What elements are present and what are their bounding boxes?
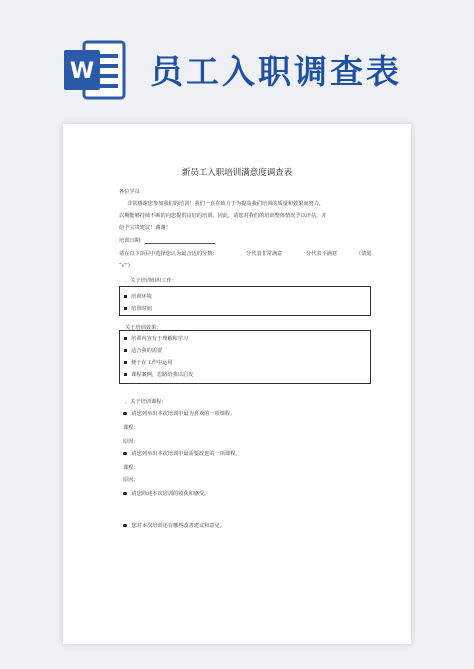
list-item[interactable]: 便于在工作中运用 xyxy=(124,359,173,366)
question-1: 请您列举出本次培训中最为喜欢的一项课程。 xyxy=(123,410,235,417)
question-4: 您对本次培训还有哪些改善建议和意见。 xyxy=(123,522,225,529)
checkbox-icon xyxy=(124,373,127,376)
bullet-icon xyxy=(123,452,127,456)
list-item[interactable]: 培训内容有于理解和学习 xyxy=(124,335,188,342)
reason-label-2: 原因： xyxy=(123,477,139,483)
greeting: 各位学员 xyxy=(119,189,140,195)
scale-b: 分代表不满意 xyxy=(306,251,338,257)
document-title: 新员工入职培训满意度调查表 xyxy=(181,168,293,178)
list-item[interactable]: 适合我的需要 xyxy=(124,347,162,354)
checkbox-icon xyxy=(124,295,127,298)
question-2: 请您列举出本次培训中最需要改进的一项课程。 xyxy=(123,450,240,457)
training-date-line xyxy=(145,238,215,244)
training-date-field[interactable] xyxy=(119,237,215,244)
reason-label-1: 原因： xyxy=(123,439,139,445)
document-page xyxy=(63,124,411,644)
word-icon xyxy=(62,40,126,100)
list-item[interactable]: 课程案例，思路给我以启发 xyxy=(124,371,193,378)
svg-text:W: W xyxy=(69,59,95,84)
section1-box xyxy=(119,286,371,316)
checkbox-icon xyxy=(124,349,127,352)
section3-title: 、关于培训课程： xyxy=(125,399,167,405)
scale-c: （请划 xyxy=(356,251,372,257)
intro-line-1: 非常感谢您参加我们的培训！我们一直在致力于为提高我们培训的质量和效果而努力， xyxy=(127,201,325,207)
course-label-1: 课程： xyxy=(123,425,139,431)
question-3: 请您简述本次培训的收获和感受。 xyxy=(123,490,209,497)
instruction: 请在以下项目中选择您认为最合适的分数： xyxy=(119,251,218,257)
bullet-icon xyxy=(123,524,127,528)
checkbox-icon xyxy=(124,337,127,340)
checkbox-icon xyxy=(124,361,127,364)
section1-title: 、关于培训组织工作： xyxy=(125,278,177,284)
checkbox-icon xyxy=(124,307,127,310)
section2-title: 关于培训效果： xyxy=(125,325,162,331)
bullet-icon xyxy=(123,412,127,416)
intro-line-3: 给予宝贵建议！谢谢！ xyxy=(119,225,171,231)
scale-mark: “√”） xyxy=(119,263,133,269)
page-header xyxy=(0,0,474,120)
list-item[interactable]: 培训环境 xyxy=(124,293,152,300)
bullet-icon xyxy=(123,492,127,496)
course-label-2: 课程： xyxy=(123,465,139,471)
section2-box xyxy=(119,330,371,384)
scale-a: 分代表非常满意 xyxy=(246,251,283,257)
header-title: 员工入职调查表 xyxy=(150,52,402,91)
intro-line-2: 以期能够持续不断的向您提供良好的培训。因此，请您对我们的培训整体情况予以评估，并 xyxy=(119,213,327,219)
training-date-label: 培训日期： xyxy=(119,238,145,244)
list-item[interactable]: 培训时间 xyxy=(124,305,152,312)
